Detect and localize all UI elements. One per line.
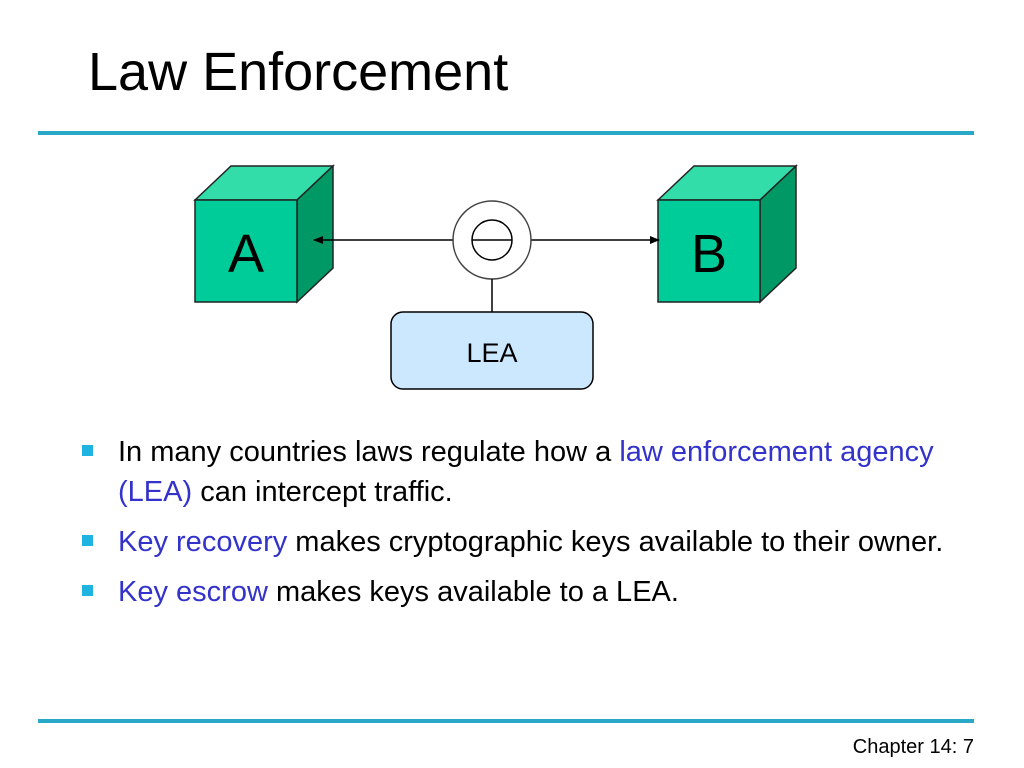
bullet-text [118,436,934,508]
bullet-square-icon [82,535,93,546]
lea-label: LEA [466,338,518,368]
bullet-segment: In many countries laws regulate how a [118,436,620,468]
bullet-text [118,526,943,558]
node-a-label: A [227,224,265,284]
slide-footer: Chapter 14: 7 [852,736,974,758]
bullet-highlight: law enforcement agency (LEA) [118,436,934,508]
lea-node [391,312,593,389]
intercept-tap-icon [453,201,531,279]
bullet-text [118,576,679,608]
footer-divider [38,719,974,723]
bullet-list [80,432,990,622]
bullet-segment: makes keys available to a LEA. [267,576,679,608]
node-b-label: B [690,224,728,284]
bullet-highlight: Key recovery [118,526,288,558]
node-b-cube [658,166,796,302]
bullet-item [80,522,990,562]
node-a-cube [195,166,333,302]
slide-title: Law Enforcement [88,42,509,102]
bullet-square-icon [82,585,93,596]
bullet-segment: can intercept traffic. [192,476,453,508]
bullet-item [80,432,990,512]
bullet-square-icon [82,445,93,456]
bullet-highlight: Key escrow [118,576,268,608]
bullet-item [80,572,990,612]
bullet-segment: makes cryptographic keys available to their owner. [287,526,944,558]
